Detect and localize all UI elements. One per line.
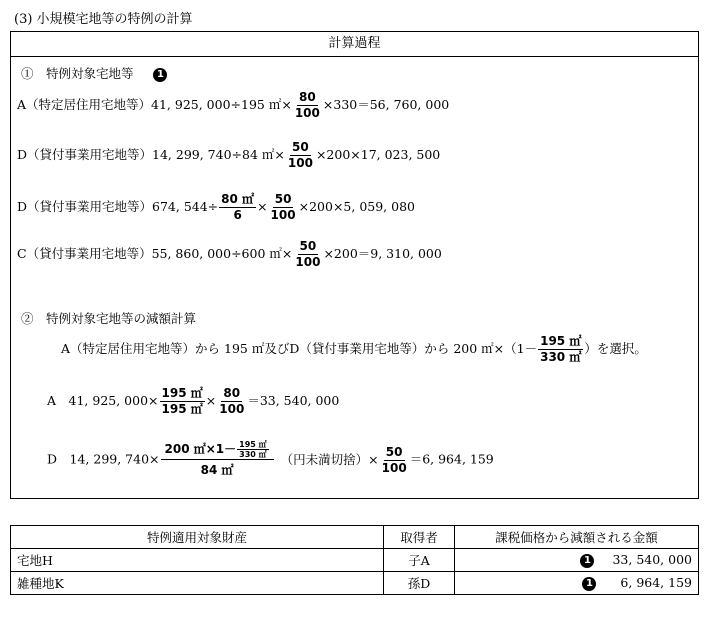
fraction: $\frac{80}{100}$ [294,90,320,120]
answer-badge: 1 [153,68,167,82]
line-a-text: A（特定居住用宅地等）41, 925, 000÷195 ㎡× [17,97,292,112]
fraction: $\frac{50}{100}$ [287,140,313,170]
line-d1-result: ×200×17, 023, 500 [315,147,441,162]
line-c-result: ×200＝9, 310, 000 [323,246,442,261]
table-header-row [11,526,699,549]
line-d2-result: ×200×5, 059, 080 [298,199,415,214]
reduction-table [10,525,699,595]
fraction: $\frac{50}{100}$ [295,239,321,269]
amount-cell: 1 33, 540, 000 [455,549,699,572]
fraction: $\frac{80}{100}$ [219,386,245,416]
fraction: $\frac{80 ㎡}{6}$ [221,192,255,222]
calc-d-line: D 14, 299, 740× 200 ㎡×1－ $\frac{195 ㎡}{330 ㎡}$ 84 ㎡ （円未満切捨）× $\frac{50}{100}$ ＝6, 964, 159 [47,440,494,480]
section1-heading [21,64,167,82]
answer-badge: 1 [580,554,594,568]
col-header-acquirer: 取得者 [384,526,455,549]
compound-fraction: 200 ㎡×1－ $\frac{195 ㎡}{330 ㎡}$ 84 ㎡ [161,440,274,480]
line-a-result: ×330＝56, 760, 000 [322,97,450,112]
line-c [17,239,442,270]
acquirer-cell: 子A [384,549,455,572]
selection-line: A（特定居住用宅地等）から 195 ㎡及びD（貸付事業用宅地等）から 200 ㎡×（1－ $\frac{195 ㎡}{330 ㎡}$ ）を選択。 [61,334,647,364]
table-row [11,549,699,572]
fraction: $\frac{195 ㎡}{330 ㎡}$ [540,334,582,364]
col-header-amount: 課税価格から減額される金額 [455,526,699,549]
line-c-text: C（貸付事業用宅地等）55, 860, 000÷600 ㎡× [17,246,293,261]
inner-fraction: $\frac{195 ㎡}{330 ㎡}$ [239,440,267,459]
calc-a-line: A 41, 925, 000× $\frac{195 ㎡}{195 ㎡}$ × $\frac{80}{100}$ ＝33, 540, 000 [47,386,340,416]
fraction: $\frac{195 ㎡}{195 ㎡}$ [161,386,203,416]
line-d1 [17,140,440,171]
table-row [11,572,699,595]
fraction: $\frac{50}{100}$ [270,192,296,222]
section1-title: ① 特例対象宅地等 [21,66,134,81]
property-cell: 宅地H [11,549,384,572]
acquirer-cell: 孫D [384,572,455,595]
line-d1-text: D（貸付事業用宅地等）14, 299, 740÷84 ㎡× [17,147,285,162]
calculation-box [10,31,699,499]
fraction: $\frac{50}{100}$ [381,444,407,475]
amount-cell: 1 6, 964, 159 [455,572,699,595]
answer-badge: 1 [582,577,596,591]
property-cell: 雑種地K [11,572,384,595]
col-header-property: 特例適用対象財産 [11,526,384,549]
line-a [17,90,449,121]
section-title: (3) 小規模宅地等の特例の計算 [14,12,193,27]
line-d2-text: D（貸付事業用宅地等）674, 544÷ [17,199,219,214]
section2-title: ② 特例対象宅地等の減額計算 [21,311,197,326]
calculation-box-header: 計算過程 [11,32,698,57]
line-d2: D（貸付事業用宅地等）674, 544÷ $\frac{80 ㎡}{6}$ × $\frac{50}{100}$ ×200×5, 059, 080 [17,192,415,222]
